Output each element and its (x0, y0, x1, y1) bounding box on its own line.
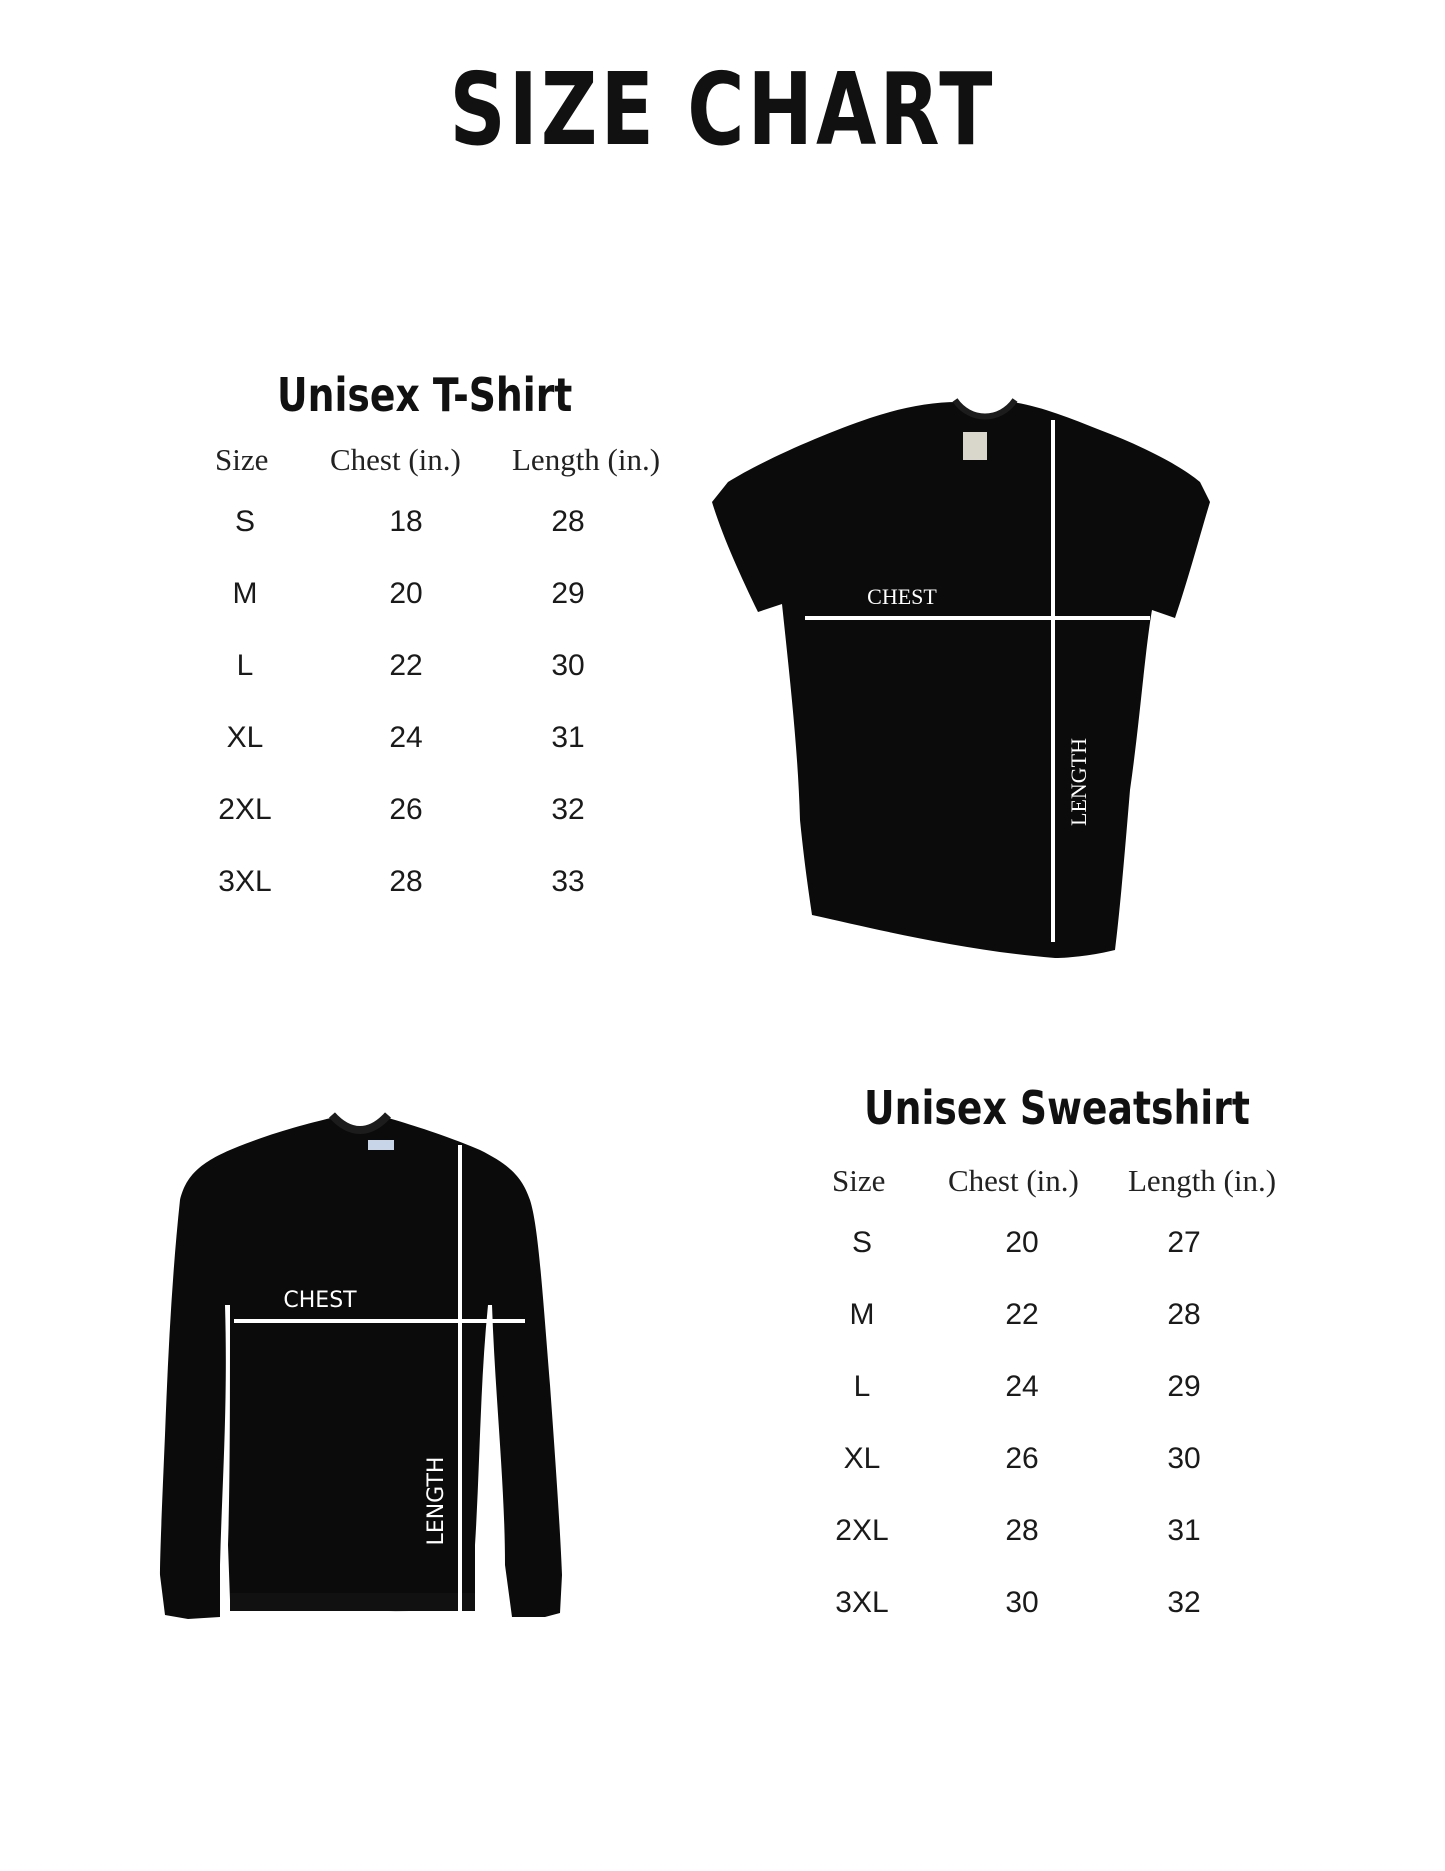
tshirt-cell-length: 29 (551, 577, 585, 610)
sweatshirt-waistband (230, 1593, 475, 1611)
sweatshirt-body (160, 1117, 562, 1619)
tshirt-cell-chest: 18 (389, 505, 423, 538)
tshirt-cell-size: 3XL (218, 865, 272, 898)
sweatshirt-cell-length: 27 (1167, 1226, 1201, 1259)
tshirt-image (700, 390, 1240, 970)
tshirt-cell-chest: 24 (389, 721, 423, 754)
tshirt-cell-length: 30 (551, 649, 585, 682)
tshirt-cell-size: S (234, 505, 255, 538)
sweatshirt-cell-length: 31 (1167, 1514, 1201, 1547)
tshirt-cell-chest: 28 (389, 865, 423, 898)
sweatshirt-cell-size: XL (843, 1442, 881, 1475)
sweatshirt-header-size: Size (832, 1163, 886, 1198)
tshirt-tag (963, 432, 987, 460)
sweatshirt-cell-chest: 24 (1005, 1370, 1039, 1403)
sweatshirt-cell-chest: 28 (1005, 1514, 1039, 1547)
tshirt-header-chest: Chest (in.) (330, 442, 461, 477)
sweatshirt-cell-length: 28 (1167, 1298, 1201, 1331)
sweatshirt-header-length: Length (in.) (1128, 1163, 1277, 1198)
tshirt-cell-chest: 22 (389, 649, 423, 682)
tshirt-cell-size: L (236, 649, 254, 682)
tshirt-cell-size: M (232, 577, 258, 610)
sweatshirt-image (150, 1105, 620, 1665)
tshirt-cell-chest: 20 (389, 577, 423, 610)
sweatshirt-cell-size: 3XL (835, 1586, 889, 1619)
sweatshirt-cell-chest: 22 (1005, 1298, 1039, 1331)
sweatshirt-length-label: LENGTH (424, 1456, 449, 1546)
page-title: SIZE CHART (449, 51, 996, 168)
sweatshirt-header-chest: Chest (in.) (948, 1163, 1079, 1198)
tshirt-section-title: Unisex T-Shirt (277, 368, 573, 422)
sweatshirt-cell-chest: 30 (1005, 1586, 1039, 1619)
sweatshirt-tag (368, 1140, 394, 1150)
sweatshirt-section-title: Unisex Sweatshirt (864, 1081, 1250, 1135)
tshirt-cell-length: 31 (551, 721, 585, 754)
sweatshirt-cell-size: L (853, 1370, 871, 1403)
tshirt-cell-size: 2XL (218, 793, 272, 826)
tshirt-chest-label: CHEST (867, 584, 937, 609)
tshirt-cell-chest: 26 (389, 793, 423, 826)
sweatshirt-cell-size: 2XL (835, 1514, 889, 1547)
tshirt-cell-length: 33 (551, 865, 585, 898)
sweatshirt-cell-length: 29 (1167, 1370, 1201, 1403)
sweatshirt-cell-length: 30 (1167, 1442, 1201, 1475)
sweatshirt-cell-length: 32 (1167, 1586, 1201, 1619)
tshirt-cell-length: 32 (551, 793, 585, 826)
tshirt-cell-size: XL (226, 721, 264, 754)
sweatshirt-cell-size: S (851, 1226, 872, 1259)
tshirt-header-length: Length (in.) (512, 442, 661, 477)
sweatshirt-cell-chest: 26 (1005, 1442, 1039, 1475)
tshirt-cell-length: 28 (551, 505, 585, 538)
tshirt-header-size: Size (215, 442, 269, 477)
sweatshirt-cell-chest: 20 (1005, 1226, 1039, 1259)
tshirt-length-label: LENGTH (1066, 738, 1091, 826)
sweatshirt-chest-label: CHEST (283, 1288, 357, 1313)
sweatshirt-cell-size: M (849, 1298, 875, 1331)
tshirt-body (712, 402, 1210, 958)
